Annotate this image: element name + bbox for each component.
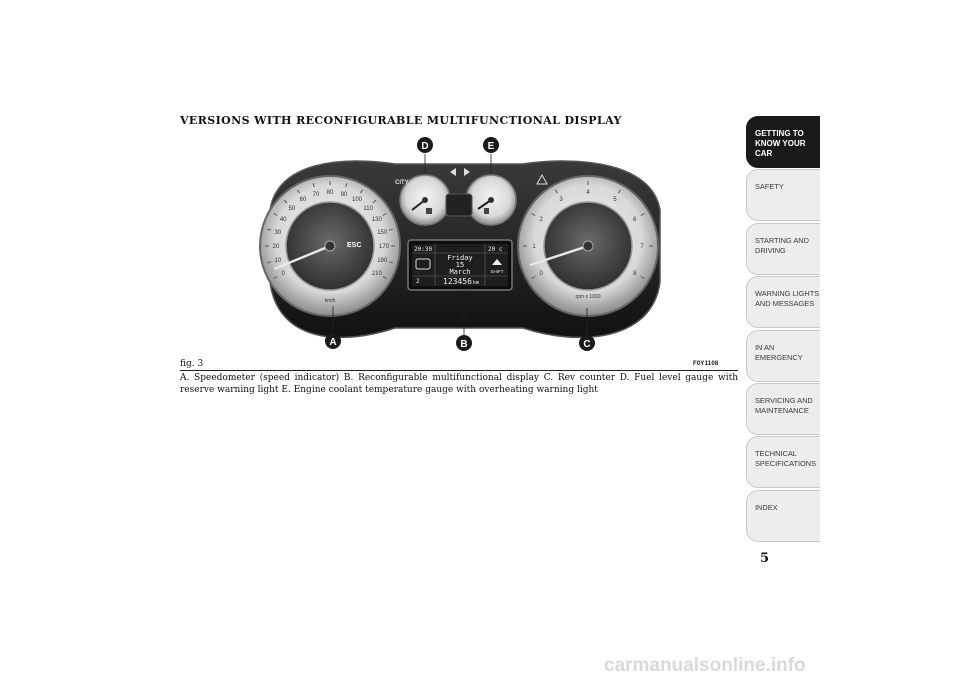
rev-tick-label: 2: [539, 217, 543, 223]
page-number: 5: [760, 551, 770, 566]
coolant-gauge: [466, 175, 516, 225]
tab-label: WARNING LIGHTS AND MESSAGES: [755, 289, 820, 309]
tab-servicing[interactable]: [746, 383, 820, 435]
rev-tick-label: 7: [640, 244, 644, 250]
speedometer: [260, 176, 400, 316]
svg-text:E: E: [487, 141, 495, 152]
figure-label: fig. 3: [180, 359, 204, 369]
speed-tick-label: 30: [274, 230, 282, 236]
tab-getting-to-know-your-car[interactable]: [746, 116, 820, 168]
callout-d: [417, 137, 433, 153]
speed-tick-label: 70: [312, 191, 320, 198]
callout-a: [325, 333, 341, 349]
speed-tick-label: 80: [326, 190, 334, 196]
callout-c: [579, 335, 595, 351]
display-gear: 2: [416, 278, 420, 285]
tab-label: INDEX: [755, 502, 778, 512]
speed-tick-label: 170: [378, 244, 390, 250]
tab-label: IN AN EMERGENCY: [755, 342, 803, 362]
callout-b: [456, 335, 472, 351]
rev-tick-label: 6: [633, 217, 637, 223]
tab-warning-lights[interactable]: [746, 276, 820, 328]
rev-tick-label: 1: [532, 244, 536, 250]
svg-text:A: A: [329, 337, 337, 348]
multifunction-display: [408, 240, 512, 290]
svg-text:D: D: [421, 141, 429, 152]
speed-tick-label: 150: [377, 230, 388, 236]
rev-tick-label: 0: [539, 271, 543, 277]
svg-text:C: C: [583, 339, 591, 350]
speed-tick-label: 110: [363, 205, 373, 212]
display-shift: SHIFT: [490, 269, 504, 274]
rev-tick-label: 3: [559, 197, 563, 204]
tab-label: TECHNICAL SPECIFICATIONS: [755, 449, 817, 469]
tab-technical-specifications[interactable]: [746, 436, 820, 488]
figure-code: F0Y1108: [693, 361, 719, 367]
display-odometer: 123456: [443, 277, 472, 286]
tab-label: STARTING AND DRIVING: [755, 235, 809, 255]
figure-caption: A. Speedometer (speed indicator) B. Reconfigurable multifunctional display C. Rev counter D. Fuel level gauge with reserve warning light E. Engine coolant temperature gauge with overheating warning light: [180, 373, 738, 395]
figure-rule: [180, 370, 738, 371]
rev-tick-label: 8: [633, 271, 637, 277]
display-month: March: [449, 268, 471, 276]
rev-tick-label: 4: [586, 190, 590, 196]
display-odometer-unit: km: [473, 280, 480, 286]
display-time: 20:30: [414, 246, 433, 253]
esc-indicator: ESC: [347, 242, 362, 249]
speed-tick-label: 210: [371, 271, 382, 277]
speed-tick-label: 90: [340, 191, 348, 198]
display-date: 15: [455, 261, 465, 269]
instrument-panel-figure: [180, 132, 738, 358]
tab-index[interactable]: [746, 490, 820, 542]
speed-tick-label: 20: [272, 244, 280, 250]
city-indicator: CITY: [395, 180, 409, 186]
speed-tick-label: 190: [377, 258, 388, 264]
tab-starting-and-driving[interactable]: [746, 223, 820, 275]
tab-safety[interactable]: [746, 169, 820, 221]
speed-tick-label: 0: [281, 271, 285, 277]
speed-unit-label: km/h: [324, 298, 336, 304]
tab-label: SERVICING AND MAINTENANCE: [755, 395, 813, 415]
callout-e: [483, 137, 499, 153]
rev-tick-label: 5: [613, 197, 617, 204]
speed-tick-label: 130: [371, 217, 382, 223]
rev-counter: [518, 176, 658, 316]
speed-tick-label: 40: [279, 217, 287, 223]
svg-text:B: B: [460, 339, 468, 350]
display-temperature: 20 c: [488, 246, 503, 253]
chapter-tabs: [746, 116, 820, 543]
speed-tick-label: 60: [299, 197, 307, 204]
speed-tick-label: 10: [274, 258, 282, 264]
tab-label: SAFETY: [755, 182, 784, 192]
tab-label: GETTING TO KNOW YOUR CAR: [755, 129, 806, 158]
watermark: carmanualsonline.info: [604, 655, 806, 676]
section-heading: VERSIONS WITH RECONFIGURABLE MULTIFUNCTIONAL DISPLAY: [180, 114, 622, 127]
tab-in-an-emergency[interactable]: [746, 330, 820, 382]
rev-unit-label: rpm x 1000: [575, 294, 601, 300]
speed-tick-label: 50: [288, 205, 296, 212]
display-day: Friday: [447, 254, 473, 262]
speed-tick-label: 100: [351, 197, 363, 204]
